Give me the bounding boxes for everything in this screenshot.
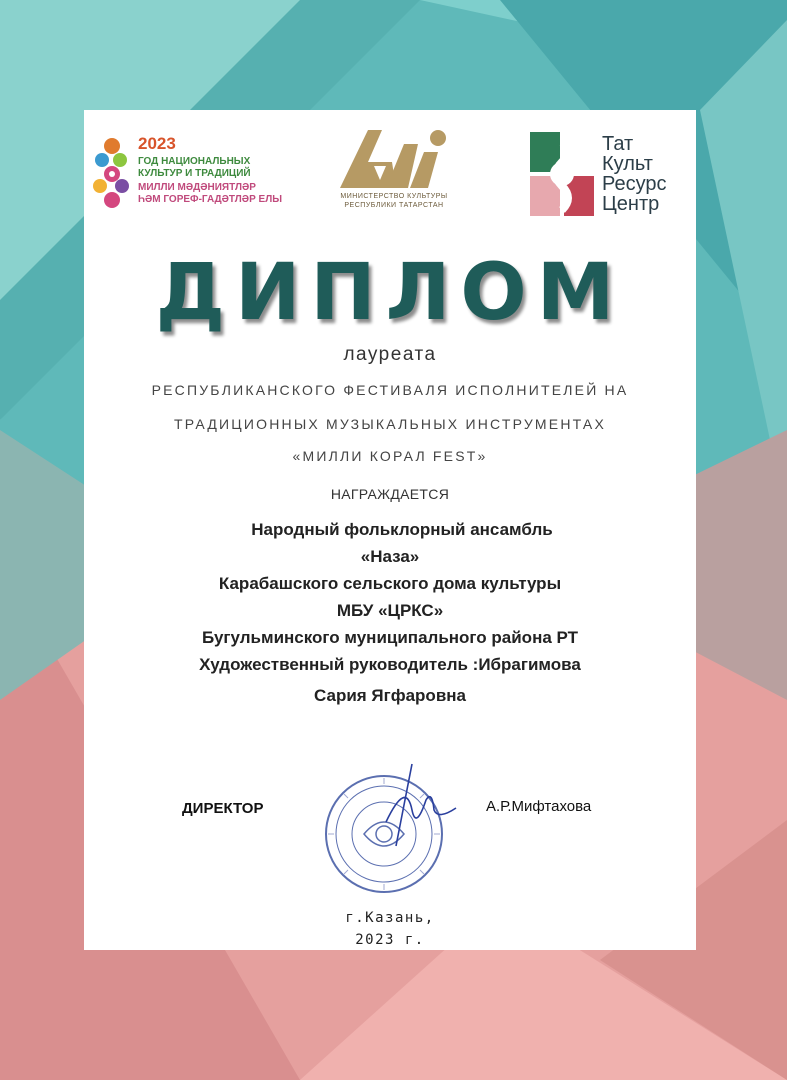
director-label: ДИРЕКТОР [182, 800, 264, 817]
issue-year: 2023 г. [355, 932, 425, 948]
ministry-caption-line2: РЕСПУБЛИКИ ТАТАРСТАН [344, 202, 444, 209]
tkrc-line1: Тат [602, 133, 634, 155]
tkrc-line3: Ресурс [602, 173, 667, 195]
director-name: А.Р.Мифтахова [486, 798, 592, 815]
year-logo-line3: МИЛЛИ МӘДӘНИЯТЛӘР [138, 182, 256, 193]
recipient-line: Сария Ягфаровна [314, 686, 466, 705]
ministry-caption-line1: МИНИСТЕРСТВО КУЛЬТУРЫ [340, 193, 448, 200]
recipient-line: Бугульминского муниципального района РТ [201, 628, 579, 647]
recipient-line: Карабашского сельского дома культуры [218, 574, 562, 593]
recipient-line: Художественный руководитель :Ибрагимова [199, 655, 581, 674]
year-logo-line2: КУЛЬТУР И ТРАДИЦИЙ [138, 168, 251, 179]
year-logo-year: 2023 [138, 134, 176, 153]
year-logo-line4: ҺӘМ ГОРЕФ-ГАДӘТЛӘР ЕЛЫ [138, 194, 282, 205]
tkrc-emblem-icon [530, 132, 594, 216]
recipient-line: МБУ «ЦРКС» [336, 601, 444, 620]
diploma-subtitle: лауреата [343, 344, 437, 365]
festival-line-3: «МИЛЛИ КОРАЛ FEST» [292, 448, 488, 464]
year-of-cultures-logo [90, 132, 290, 220]
recipient-line: Народный фольклорный ансамбль [251, 520, 553, 539]
year-logo-line1: ГОД НАЦИОНАЛЬНЫХ [138, 156, 251, 167]
tat-kult-resurs-centr-logo [530, 132, 690, 222]
ornament-icon [90, 136, 134, 216]
recipient-line: «Наза» [360, 547, 420, 566]
tkrc-text [602, 134, 666, 214]
festival-line-2: ТРАДИЦИОННЫХ МУЗЫКАЛЬНЫХ ИНСТРУМЕНТАХ [173, 416, 607, 432]
festival-line-1: РЕСПУБЛИКАНСКОГО ФЕСТИВАЛЯ ИСПОЛНИТЕЛЕЙ НА [151, 382, 629, 398]
official-seal-with-signature [316, 760, 466, 900]
tkrc-line2: Культ [602, 153, 653, 175]
diploma-title: ДИПЛОМ [155, 248, 625, 338]
issue-city: г.Казань, [345, 910, 435, 926]
tkrc-line4: Центр [602, 193, 660, 215]
ministry-emblem-icon [334, 126, 454, 192]
ministry-of-culture-logo [324, 126, 464, 226]
diploma-page [84, 110, 696, 950]
awarded-label: НАГРАЖДАЕТСЯ [330, 486, 450, 502]
